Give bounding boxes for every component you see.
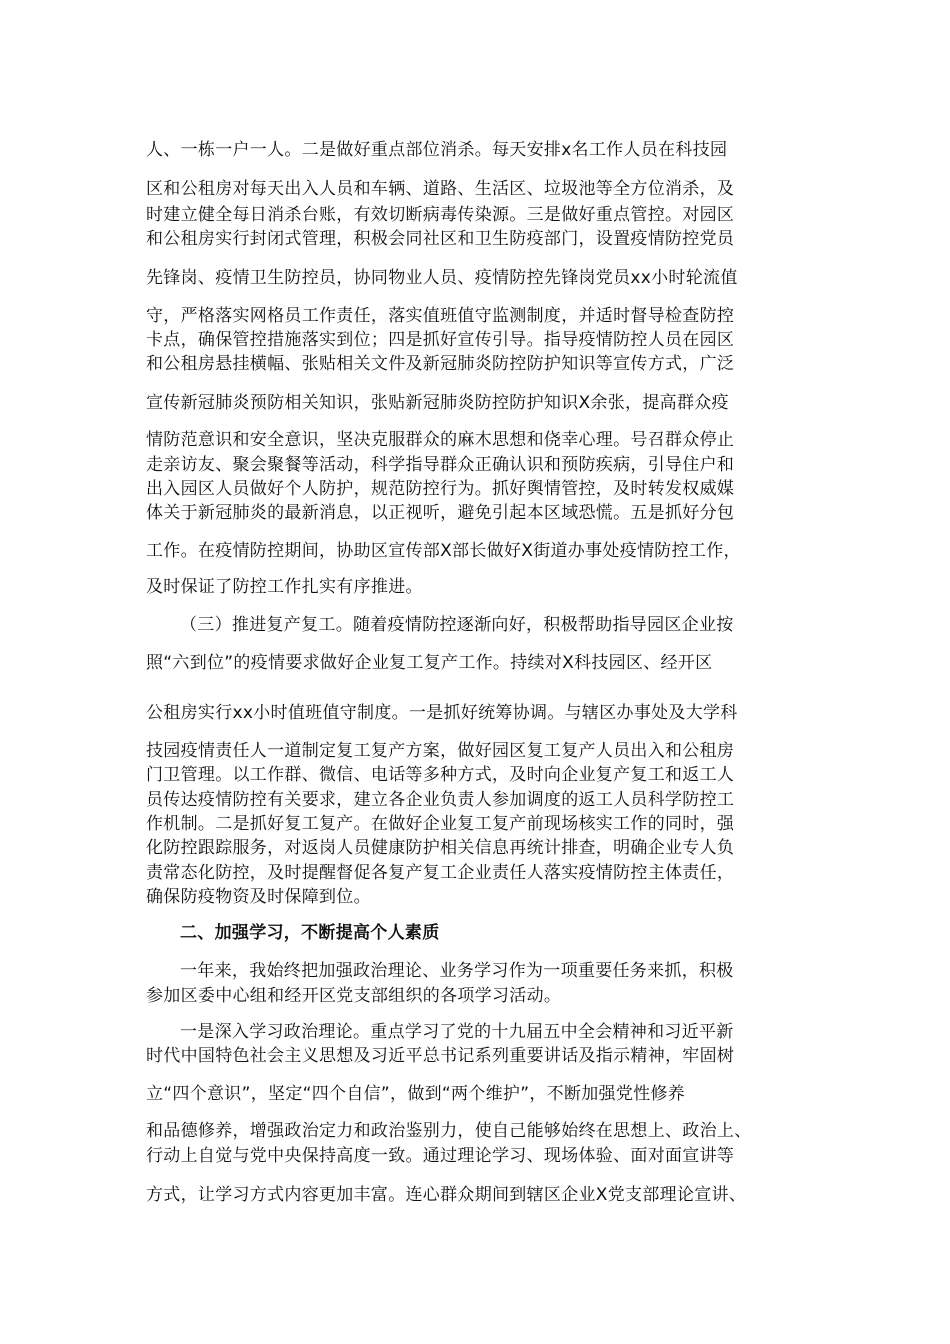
- text-line: 先锋岗、疫情卫生防控员，协同物业人员、疫情防控先锋岗党员xx小时轮流值: [146, 268, 738, 288]
- text-line: 区和公租房对每天出入人员和车辆、道路、生活区、垃圾池等全方位消杀，及: [146, 179, 735, 199]
- text-line: 出入园区人员做好个人防护，规范防控行为。抓好舆情管控，及时转发权威媒: [146, 479, 735, 499]
- text-line: 人、一栋一户一人。二是做好重点部位消杀。每天安排x名工作人员在科技园: [146, 140, 728, 160]
- text-line: 工作。在疫情防控期间，协助区宣传部X部长做好X街道办事处疫情防控工作，: [146, 541, 741, 561]
- chapter-heading: 二、加强学习，不断提高个人素质: [180, 923, 440, 943]
- text-line: 及时保证了防控工作扎实有序推进。: [146, 577, 423, 597]
- text-line: 一是深入学习政治理论。重点学习了党的十九届五中全会精神和习近平新: [180, 1022, 734, 1042]
- text-line: 方式，让学习方式内容更加丰富。连心群众期间到辖区企业X党支部理论宣讲、: [146, 1185, 747, 1205]
- text-line: 情防范意识和安全意识，坚决克服群众的麻木思想和侥幸心理。号召群众停止: [146, 430, 735, 450]
- text-line: 和公租房悬挂横幅、张贴相关文件及新冠肺炎防控防护知识等宣传方式，广泛: [146, 354, 735, 374]
- text-line: 时代中国特色社会主义思想及习近平总书记系列重要讲话及指示精神，牢固树: [146, 1046, 735, 1066]
- text-line: 守，严格落实网格员工作责任，落实值班值守监测制度，并适时督导检查防控: [146, 306, 735, 326]
- text-line: 门卫管理。以工作群、微信、电话等多种方式，及时向企业复产复工和返工人: [146, 765, 735, 785]
- text-line: 技园疫情责任人一道制定复工复产方案，做好园区复工复产人员出入和公租房: [146, 741, 735, 761]
- text-line: 体关于新冠肺炎的最新消息，以正视听，避免引起本区域恐慌。五是抓好分包: [146, 503, 735, 523]
- text-line: 确保防疫物资及时保障到位。: [146, 887, 371, 907]
- text-line: 立“四个意识”，坚定“四个自信”，做到“两个维护”，不断加强党性修养: [146, 1084, 686, 1104]
- text-line: 照“六到位”的疫情要求做好企业复工复产工作。持续对X科技园区、经开区: [146, 653, 713, 673]
- text-line: 行动上自觉与党中央保持高度一致。通过理论学习、现场体验、面对面宣讲等: [146, 1146, 735, 1166]
- text-line: 卡点，确保管控措施落实到位；四是抓好宣传引导。指导疫情防控人员在园区: [146, 330, 735, 350]
- text-line: 时建立健全每日消杀台账，有效切断病毒传染源。三是做好重点管控。对园区: [146, 205, 735, 225]
- text-line: 宣传新冠肺炎预防相关知识，张贴新冠肺炎防控防护知识X余张，提高群众疫: [146, 393, 729, 413]
- text-line: 和品德修养，增强政治定力和政治鉴别力，使自己能够始终在思想上、政治上、: [146, 1121, 752, 1141]
- text-line: 走亲访友、聚会聚餐等活动，科学指导群众正确认识和预防疾病，引导住户和: [146, 455, 735, 475]
- text-line: 责常态化防控，及时提醒督促各复产复工企业责任人落实疫情防控主体责任，: [146, 863, 735, 883]
- text-line: 参加区委中心组和经开区党支部组织的各项学习活动。: [146, 986, 562, 1006]
- text-line: 作机制。二是抓好复工复产。在做好企业复工复产前现场核实工作的同时，强: [146, 814, 735, 834]
- text-line: 和公租房实行封闭式管理，积极会同社区和卫生防疫部门，设置疫情防控党员: [146, 229, 735, 249]
- section-heading: （三）推进复产复工。随着疫情防控逐渐向好，积极帮助指导园区企业按: [180, 615, 734, 635]
- text-line: 公租房实行xx小时值班值守制度。一是抓好统筹协调。与辖区办事处及大学科: [146, 703, 738, 723]
- text-line: 化防控跟踪服务，对返岗人员健康防护相关信息再统计排查，明确企业专人负: [146, 838, 735, 858]
- text-line: 一年来，我始终把加强政治理论、业务学习作为一项重要任务来抓，积极: [180, 961, 734, 981]
- text-line: 员传达疫情防控有关要求，建立各企业负责人参加调度的返工人员科学防控工: [146, 790, 735, 810]
